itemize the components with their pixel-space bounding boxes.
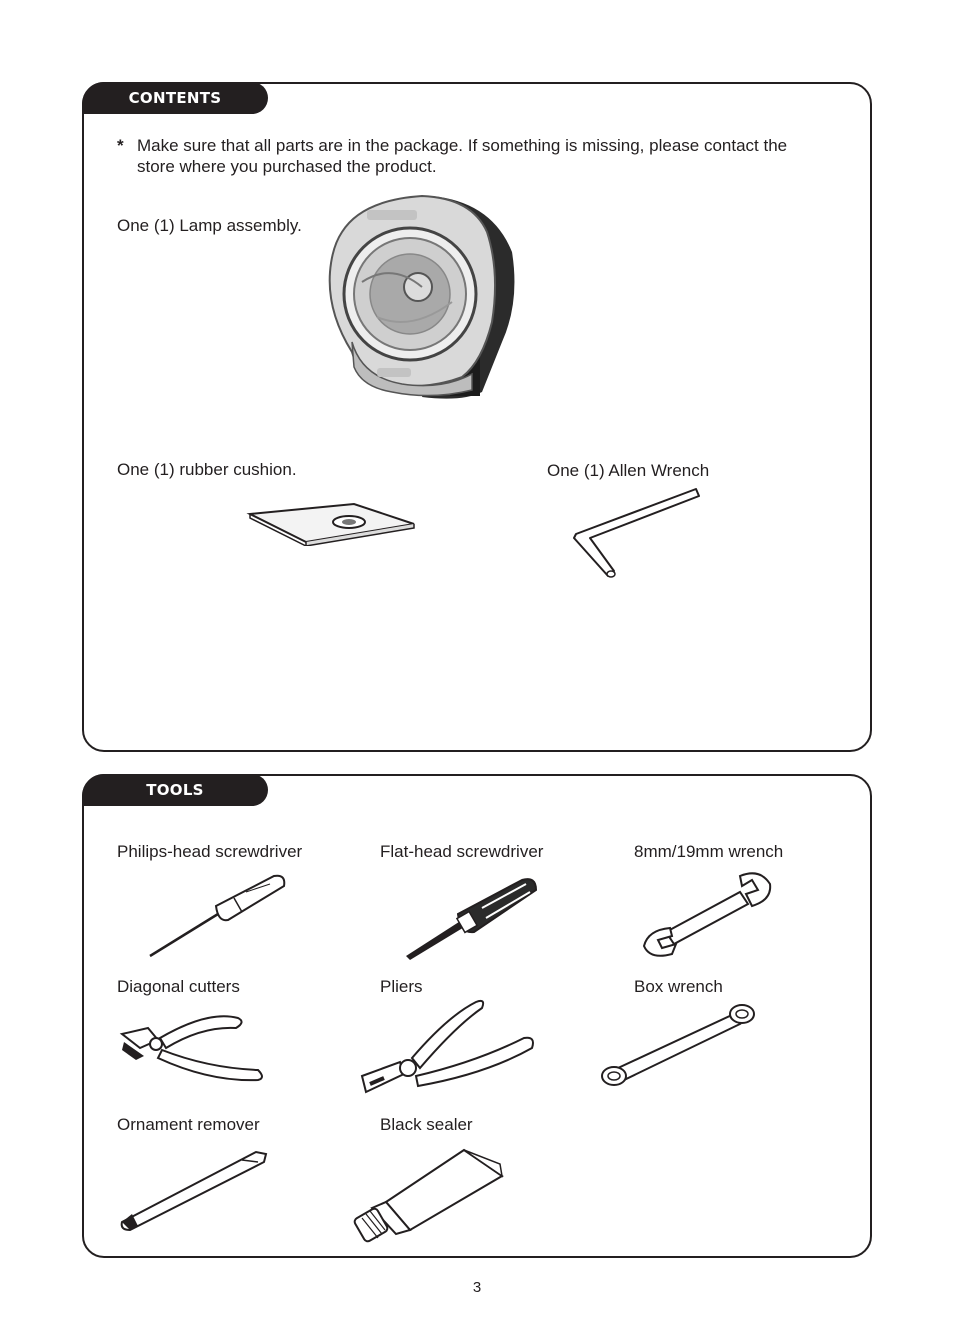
contents-panel bbox=[82, 82, 872, 752]
note-marker: * bbox=[117, 136, 124, 155]
tools-tab-label: TOOLS bbox=[82, 774, 268, 806]
wrench-8-19-label: 8mm/19mm wrench bbox=[634, 842, 784, 861]
rubber-cushion-illustration bbox=[246, 502, 418, 546]
black-sealer-illustration bbox=[352, 1146, 508, 1246]
diagonal-cutters-illustration bbox=[118, 1012, 268, 1084]
box-wrench-label: Box wrench bbox=[634, 977, 723, 996]
box-wrench-illustration bbox=[600, 1000, 756, 1090]
lamp-assembly-illustration bbox=[322, 192, 518, 402]
flathead-screwdriver-illustration bbox=[402, 874, 540, 962]
note-text: Make sure that all parts are in the package. If something is missing, please contact the store where you purchased the product. bbox=[137, 136, 788, 176]
ornament-remover-illustration bbox=[118, 1148, 270, 1232]
contents-note bbox=[117, 135, 827, 177]
flathead-screwdriver-label: Flat-head screwdriver bbox=[380, 842, 544, 861]
black-sealer-label: Black sealer bbox=[380, 1115, 473, 1134]
allen-wrench-label: One (1) Allen Wrench bbox=[547, 461, 710, 480]
philips-screwdriver-label: Philips-head screwdriver bbox=[117, 842, 303, 861]
rubber-cushion-label: One (1) rubber cushion. bbox=[117, 460, 297, 479]
diagonal-cutters-label: Diagonal cutters bbox=[117, 977, 240, 996]
contents-tab-label: CONTENTS bbox=[82, 82, 268, 114]
allen-wrench-illustration bbox=[568, 486, 708, 586]
ornament-remover-label: Ornament remover bbox=[117, 1115, 260, 1134]
open-end-wrench-illustration bbox=[640, 870, 774, 960]
philips-screwdriver-illustration bbox=[146, 872, 288, 960]
pliers-illustration bbox=[356, 996, 538, 1100]
pliers-label: Pliers bbox=[380, 977, 423, 996]
page-number: 3 bbox=[472, 1279, 482, 1296]
lamp-assembly-label: One (1) Lamp assembly. bbox=[117, 216, 302, 235]
